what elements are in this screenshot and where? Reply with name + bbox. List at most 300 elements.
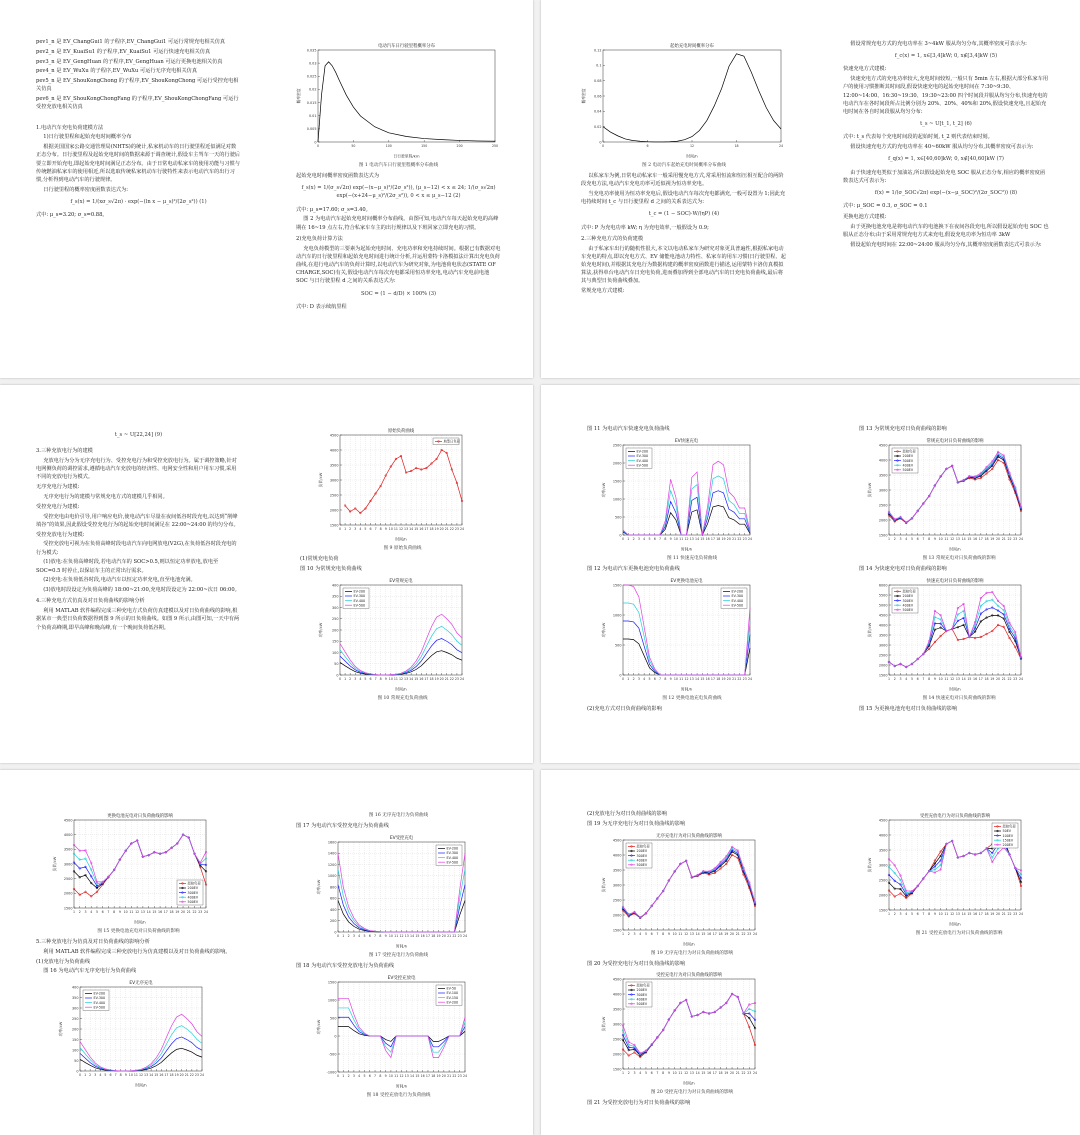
paragraph: (2)充电方式对日负荷曲线的影响 [587,705,662,712]
x-tick-label: 21 [732,536,737,541]
x-tick-label: 5 [363,933,366,938]
x-tick-label: 11 [133,1073,138,1078]
equation: f_c(x) = 1, x∈[3,4]kW; 0, x∉[3,4]kW (5) [894,53,998,60]
x-tick-label: 4 [643,536,646,541]
x-tick-label: 0 [78,1073,82,1078]
figure-caption: 图 11 快速充电负荷曲线 [666,555,718,561]
paragraph: 利用 MATLAB 软件编程完成三种充放电行为仿真建模以及对日负荷曲线的影响。 [43,948,231,955]
figure-19-chart [601,830,761,948]
legend-label: 400EV [902,602,914,607]
y-tick-label: -500 [328,1051,337,1056]
x-tick-label: 24 [747,536,753,541]
x-tick-label: 6 [646,144,649,148]
x-tick-label: 5 [104,1073,107,1078]
equation: t_s ~ U[22,24] (9) [114,432,163,438]
x-tick-label: 2 [893,912,896,916]
figure-10-chart [318,575,468,693]
x-tick-label: 1 [887,536,891,541]
x-tick-label: 24 [747,676,753,681]
x-tick-label: 19 [724,931,729,936]
y-tick-label: 350 [72,995,79,1000]
y-tick-label: 300 [72,1006,79,1011]
x-tick-label: 20 [439,676,444,681]
x-tick-label: 10 [388,676,393,681]
x-tick-label: 7 [922,536,925,541]
y-tick-label: 0.08 [593,78,602,83]
x-tick-label: 2 [347,1073,350,1078]
page-1-left-column [36,38,241,378]
paragraph: 图 12 为电动汽车更换电池充电负荷曲线 [587,565,680,572]
y-axis-label: 负荷/kW [867,482,872,498]
y-tick-label: 3000 [878,642,888,647]
x-axis-label: 时间/h [949,546,961,552]
x-tick-label: 0 [601,144,605,148]
y-tick-label: 250 [72,1016,79,1021]
x-tick-label: 4 [359,527,362,531]
series-line [80,1014,202,1071]
x-tick-label: 2 [347,933,350,938]
x-tick-label: 23 [457,1073,462,1078]
equation: t_c = (1 − SOC)·W/(ηP) (4) [648,211,720,218]
y-tick-label: 3500 [612,1007,622,1012]
x-axis-label: 时间/h [686,153,698,159]
x-tick-label: 21 [184,1073,189,1078]
x-tick-label: 18 [984,676,989,681]
x-tick-label: 12 [135,910,140,914]
x-tick-label: 20 [996,912,1001,916]
y-tick-label: 100 [72,1048,79,1053]
x-tick-label: 17 [425,933,430,938]
x-tick-label: 0 [621,676,625,681]
x-tick-label: 7 [107,910,110,914]
legend-label: EV-150 [446,995,459,1000]
x-tick-label: 4 [99,1073,102,1078]
x-tick-label: 5 [910,536,913,541]
y-tick-label: 200 [72,1027,79,1032]
legend-label: 原始负荷 [1002,824,1016,829]
x-tick-label: 6 [369,527,372,531]
figure-caption: 图 9 原始负荷曲线 [383,546,422,551]
x-tick-label: 13 [404,1073,409,1078]
y-tick-label: 3000 [329,478,339,483]
x-tick-label: 16 [158,910,163,914]
x-axis-label: 时间/h [134,919,146,925]
page-3-left-column [36,427,241,763]
y-tick-label: 0 [334,930,337,935]
equation: f_s(x) = 1/(xσ_s√2π) · exp(−(ln x − μ_s)²/(2σ_s²)) (1) [70,199,207,205]
x-tick-label: 18 [431,1073,436,1078]
x-tick-label: 18 [718,931,723,936]
y-axis-label: 功率/kW [316,1019,321,1035]
page-5-right-column [296,810,501,1135]
paragraph: pev4_n 是 EV_WuXu 的子程序,EV_WuXu 可运行无序充电相关仿真 [36,68,198,75]
x-tick-label: 23 [747,931,752,936]
legend-label: 原始负荷 [187,881,201,886]
x-tick-label: 2 [78,910,81,914]
section-heading: 1.电动汽车充电负荷建模方法 [36,124,104,131]
x-tick-label: 23 [1013,676,1018,681]
legend-label: EV-300 [353,593,366,598]
y-tick-label: 3500 [612,867,622,872]
x-tick-label: 20 [441,933,446,938]
x-tick-label: 1 [342,933,345,938]
chart-title: 起始充电时间概率分布 [670,44,714,49]
y-tick-label: 4000 [878,458,888,463]
x-tick-label: 50 [351,144,356,148]
x-tick-label: 0 [338,676,342,681]
x-tick-label: 22 [741,1071,746,1076]
x-tick-label: 24 [752,931,758,936]
x-tick-label: 2 [893,536,896,541]
y-tick-label: 0 [336,672,339,677]
x-tick-label: 17 [978,676,983,681]
y-tick-label: 4500 [329,433,339,438]
x-tick-label: 11 [678,1071,683,1076]
x-tick-label: 13 [140,910,145,914]
y-tick-label: 4500 [612,837,622,842]
x-tick-label: 17 [710,536,715,541]
x-tick-label: 13 [689,1071,694,1076]
legend-label: EV-400 [353,598,366,603]
x-tick-label: 16 [707,1071,712,1076]
x-tick-label: 3 [637,536,640,541]
x-tick-label: 8 [928,536,931,541]
x-tick-label: 8 [928,912,931,916]
x-tick-label: 15 [415,1073,420,1078]
x-tick-label: 12 [950,536,955,541]
chart-title: 常规充电对日负荷曲线的影响 [926,438,984,444]
x-tick-label: 9 [384,676,387,681]
x-tick-label: 21 [447,933,452,938]
y-tick-label: 0.005 [306,127,317,132]
paragraph: 图 16 为电动汽车无序充电行为负荷曲线 [43,968,137,975]
y-tick-label: 2500 [329,493,339,498]
paragraph: 式中: P 为充电功率 kW; η 为充电效率,一般假设为 0.9; [581,224,709,231]
figure-caption: 图 14 快速充电对日负荷曲线的影响 [922,695,996,701]
x-tick-label: 18 [984,912,989,916]
x-tick-label: 19 [436,1073,441,1078]
y-tick-label: 1500 [327,979,337,984]
y-tick-label: 50 [334,661,339,666]
paragraph: 式中: μ_SOC = 0.3, σ_SOC = 0.1 [843,203,928,210]
legend-label: 300EV [902,598,914,603]
x-tick-label: 3 [899,676,902,681]
legend-label: 500EV [636,862,648,867]
y-tick-label: -1000 [326,1069,337,1074]
legend-label: 300EV [902,458,914,463]
x-tick-label: 23 [194,1073,199,1078]
x-tick-label: 2 [89,1073,92,1078]
legend-label: 典型日负荷 [443,439,460,444]
paragraph: 受控充放电可视为在负荷高峰时段电动汽车向电网放电(V2G),在负荷低谷时段充电的行为模式: [36,541,237,556]
x-tick-label: 19 [434,676,439,681]
x-tick-label: 19 [990,912,995,916]
legend-label: 50EV [1002,829,1012,834]
y-tick-label: 800 [330,885,337,890]
y-tick-label: 1400 [327,851,337,856]
page-6-left-column [587,810,797,1135]
paragraph: 快速充电方式的充电功率较大,充电时间较短,一般只有 5min 左右,根据大部分私家车用户的使用习惯推断其时间段,假设快速充电的起始充电时间在 7:30~9:30、12:00~14:00、16:30~19:30、19:30~23:00 四个时间段并服从均匀分布,快速充电的电动汽车在各时间段所占比例分别为 20%、20%、40%和 20%,假设快速充电,且起始充电时间在各自时间段服从均匀分布: [843,76,1049,116]
x-tick-label: 8 [119,1073,122,1078]
document-page-2 [541,0,1080,378]
y-tick-label: 600 [330,896,337,901]
legend-label: 500EV [902,607,914,612]
x-axis-label: 时间/h [949,686,961,692]
x-tick-label: 21 [1001,676,1006,681]
x-tick-label: 12 [689,144,695,148]
y-tick-label: 0.02 [308,87,317,92]
y-tick-label: 1000 [327,873,337,878]
paragraph: 当充电功率使用为恒功率充电后,假设电动汽车每次充电都满充,一般可设置为 1;因此充电持续时间 t_c 与日行驶里程 d 之间的关系表达式为: [581,191,786,206]
y-tick-label: 3500 [63,847,73,852]
chart-title: 原始负荷曲线 [387,429,415,434]
x-tick-label: 6 [650,931,653,936]
legend-label: 200EV [902,453,914,458]
x-tick-label: 24 [778,144,784,148]
paragraph: 充放电行为分为无序充电行为、受控充电行为和受控充放电行为。属于调控策略,针对电网侧负荷的调控需求,遵循电动汽车充放电的经济性、电网安全性和用户用车习惯,采用不同的充放电行为模式。 [36,458,237,481]
paragraph: (1)充放电行为负荷曲线 [36,958,91,965]
figure-15-chart [52,810,212,926]
paragraph: 常规充电方式建模: [581,288,625,295]
series-line [318,62,495,142]
legend-label: EV-200 [446,846,459,851]
x-tick-label: 4 [905,676,908,681]
x-tick-label: 11 [944,912,949,916]
x-tick-label: 15 [700,536,705,541]
x-tick-label: 4 [90,910,93,914]
y-tick-label: 0.1 [596,63,602,68]
y-tick-label: 2500 [612,1037,622,1042]
x-tick-label: 5 [910,676,913,681]
y-tick-label: 200 [330,918,337,923]
x-tick-label: 18 [716,536,721,541]
x-tick-label: 22 [737,536,742,541]
y-tick-label: 5500 [878,592,888,597]
y-axis-label: 负荷/kW [867,857,872,873]
x-tick-label: 21 [732,676,737,681]
paragraph: 式中: μ_s=3.20; σ_s=0.88。 [36,212,108,219]
x-tick-label: 23 [742,676,747,681]
document-page-1 [0,0,533,378]
x-tick-label: 9 [933,676,936,681]
y-axis-label: 功率/kW [318,622,323,638]
x-tick-label: 15 [701,931,706,936]
x-tick-label: 22 [189,1073,194,1078]
x-tick-label: 1 [72,910,76,914]
y-tick-label: 2500 [878,503,888,508]
x-axis-label: 时间/h [395,943,408,949]
legend-label: EV-200 [636,449,649,454]
section-heading: 5.三种充放电行为仿真及对日负荷曲线的影响分析 [36,939,150,945]
equation: f_s(x) = 1/(σ_s√2π) exp(−(x−μ_s)²/(2σ_s²)), (μ_s−12) < x ≤ 24; 1/(σ_s√2π) exp(−(x+24−μ_s)²/(2σ_s²)), 0 < x ≤ μ_s−12 (2) [301,185,496,200]
y-tick-label: 4500 [612,977,622,982]
plot-frame [318,50,495,142]
paragraph: 图 19 为无序充电行为对日负荷曲线的影响 [587,820,686,827]
legend-label: 原始负荷 [902,589,916,594]
series-line [603,54,781,142]
y-tick-label: 3000 [612,882,622,887]
x-tick-label: 1 [344,676,347,681]
legend-label: EV-200 [93,991,106,996]
paragraph: 图 13 为常规充电对日负荷曲线的影响 [859,426,947,432]
x-tick-label: 1 [887,676,891,681]
legend-label: 400EV [902,463,914,468]
figure-caption: 图 19 无序充电行为对日负荷曲线的影响 [650,950,734,956]
figure-caption: 图 12 更换电池充电负荷曲线 [662,695,722,701]
chart-title: EV更换电池充电 [670,578,703,584]
x-tick-label: 12 [138,1073,144,1078]
x-tick-label: 23 [454,676,459,681]
paragraph: 由于私家车出行的随机性很大,本文以电动私家车为研究对象更具普遍性,根据私家电动车充电的特点,即以充电方式、EV 储能电池动力特性、私家车的用车习惯(日行驶里程、起始充电时间),并根据其充电行为数据构建的概率密度函数进行描述,运用蒙特卡洛仿真模拟算法,获得单台电动汽车日充电负荷,进而叠加得到全部电动汽车的日充电负荷曲线,最后将其与典型日负荷曲线叠加。 [581,245,786,285]
x-tick-label: 12 [398,527,404,531]
figure-caption: 图 10 常规充电负荷曲线 [377,695,428,701]
x-tick-label: 12 [684,536,689,541]
y-tick-label: 0.06 [593,94,602,99]
y-tick-label: 3500 [878,848,888,853]
y-tick-label: 0 [619,533,622,538]
x-tick-label: 21 [447,1073,452,1078]
figure-11-chart [601,435,756,553]
y-tick-label: 4000 [612,992,622,997]
section-heading: 2.三种充电方式的负荷建模 [581,235,644,242]
paragraph: 受控充电行为建模: [36,503,80,510]
chart-title: EV无序充电 [129,981,153,987]
y-tick-label: 500 [330,1015,337,1020]
x-tick-label: 8 [662,1071,665,1076]
legend-label: 400EV [187,895,199,900]
x-tick-label: 9 [669,536,672,541]
x-tick-label: 18 [169,910,174,914]
y-tick-label: 300 [332,605,339,610]
chart-title: 受控充放电行为对日负荷曲线的影响 [919,814,991,819]
x-tick-label: 15 [414,527,419,531]
x-tick-label: 9 [384,933,387,938]
chart-title: EV常规充电 [389,578,413,584]
series-line [74,835,206,886]
x-axis-label: 时间/h [683,941,695,947]
x-tick-label: 9 [667,1071,670,1076]
x-tick-label: 21 [1001,536,1006,541]
x-tick-label: 1 [621,1071,625,1076]
x-tick-label: 14 [961,676,966,681]
paragraph: 无序充电行为的建模与常规充电方式的建模几乎相同。 [43,494,168,500]
paragraph: pev2_n 是 EV_KuaiSu1 的子程序,EV_KuaiSu1 可运行快速充电相关仿真 [36,48,211,55]
x-tick-label: 19 [436,933,441,938]
section-heading: 更换电池方式建模: [843,214,887,221]
x-tick-label: 7 [656,931,659,936]
chart-title: EV快速充电 [674,438,699,444]
y-tick-label: 2500 [878,652,888,657]
x-tick-label: 5 [644,931,647,936]
y-tick-label: 2000 [878,662,888,667]
x-tick-label: 18 [169,1073,174,1078]
x-tick-label: 24 [203,910,209,914]
x-tick-label: 10 [938,536,943,541]
x-tick-label: 22 [449,676,454,681]
x-tick-label: 6 [368,933,371,938]
x-tick-label: 23 [742,536,747,541]
y-tick-label: 0.04 [593,109,602,114]
x-tick-label: 4 [905,912,908,916]
x-tick-label: 22 [741,931,746,936]
x-tick-label: 0 [338,527,342,531]
paragraph: 式中: μ_s=17.60; σ_s=3.40。 [296,206,371,213]
x-tick-label: 3 [352,933,355,938]
x-tick-label: 13 [404,527,409,531]
paragraph: 根据美国国家公路交通管理局(NHTS)的统计,私家机动车的日行驶里程近似满足对数正态分布。日行驶里程及起始充电时间的数据来源于调查统计,假设车主驾车一天的行驶后要立即开始充电,即起始充电时间满足正态分布。由于日常电动私家车的使用功能与习惯与传统燃油私家车的使用相近,所以选取传统私家机动车行驶特性来表示电动汽车的出行习惯,分析得到电动汽车的行驶规律。 [36,144,240,183]
x-tick-label: 18 [431,933,436,938]
x-tick-label: 20 [179,1073,184,1078]
x-tick-label: 17 [425,1073,430,1078]
x-axis-label: 时间/h [680,546,693,552]
x-tick-label: 23 [457,933,462,938]
x-tick-label: 19 [990,536,995,541]
x-tick-label: 11 [129,910,134,914]
x-tick-label: 22 [1007,536,1012,541]
x-tick-label: 6 [109,1073,112,1078]
x-tick-label: 9 [124,1073,127,1078]
paragraph: (1)常规充电负荷 [300,556,339,562]
x-tick-label: 17 [978,536,983,541]
x-tick-label: 6 [369,676,372,681]
x-tick-label: 15 [700,676,705,681]
x-tick-label: 17 [424,676,429,681]
legend-label: 300EV [187,890,199,895]
x-tick-label: 20 [730,1071,735,1076]
y-axis-label: 负荷/kW [867,622,872,638]
paragraph: 由于快速充电类似于加油站,所以假设起始充电 SOC 服从正态分布,相应的概率密度函数表达式可表示为: [843,169,1046,184]
x-tick-label: 11 [678,931,683,936]
x-tick-label: 16 [419,676,424,681]
y-tick-label: 1500 [878,533,888,538]
y-tick-label: 500 [615,642,622,647]
chart-title: 电动汽车日行驶里程概率分布 [377,44,436,49]
section-heading: 2)充电负荷计算方法 [296,235,343,242]
y-axis-label: 负荷/kW [52,856,57,872]
paragraph: 充电负荷模型的三要素为起始充电时间、充电功率和充电持续时间。根据已有数据对电动汽车的日行驶里程和起始充电时间进行统计分析,并运用蒙特卡洛模拟法计算出充电负荷曲线,在进行电动汽车的负荷计算时,以电动汽车为研究对象,为电池荷电状态(STATE OF CHARGE,SOC)有关,假设电动汽车每次充电都采用恒功率充电,电动汽车充电前电池 SOC 与日行驶里程 d 之间的关系表达式为: [296,245,501,285]
paragraph: 式中: D 表示续航里程 [296,303,347,310]
x-tick-label: 23 [747,1071,752,1076]
page-5-left-column [36,810,241,1135]
paragraph: (2)充放电行为对日负荷曲线的影响 [587,811,667,817]
paragraph: 图 15 为更换电池充电对日负荷曲线的影响 [859,705,958,712]
paragraph: 假设常规充电方式的充电功率在 3~4kW 服从均匀分布,其概率密度可表示为: [850,41,1027,47]
y-tick-label: 500 [615,515,622,520]
x-tick-label: 24 [1018,912,1024,916]
x-tick-label: 15 [154,1073,159,1078]
legend-label: EV-200 [731,589,744,594]
y-tick-label: 350 [332,594,339,599]
x-tick-label: 21 [186,910,191,914]
paragraph: 假设快速充电方式的充电功率在 40~60kW 服从均匀分布,其概率密度可表示为: [850,144,1034,151]
x-tick-label: 20 [730,931,735,936]
document-page-5 [0,770,533,1135]
y-tick-label: 3000 [878,488,888,493]
chart-title: 更换电池充电对日负荷曲线的影响 [107,814,173,819]
legend-label: EV-500 [731,602,744,607]
y-tick-label: 4500 [878,612,888,617]
x-tick-label: 2 [349,527,352,531]
x-tick-label: 3 [352,1073,355,1078]
x-tick-label: 21 [444,527,449,531]
paragraph: 图 18 为电动汽车受控充放电行为负荷曲线 [296,962,395,969]
x-tick-label: 5 [95,910,98,914]
paragraph: 以私家车为例,日常电动私家车一般采用慢充电方式,常采用恒流和恒压相互配合的两阶段充电方法,电动汽车充电功率可近似视为恒功率充电。 [581,173,784,188]
figure-18-chart [316,972,471,1090]
x-tick-label: 22 [192,910,197,914]
legend-label: EV-400 [636,458,649,463]
y-tick-label: 1500 [878,908,888,913]
